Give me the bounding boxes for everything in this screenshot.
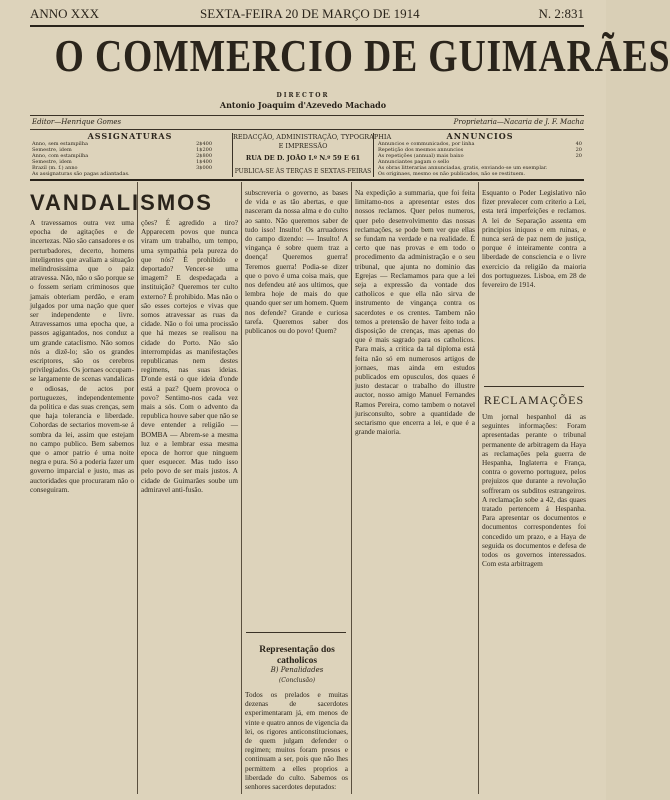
vandalismos-col-1 bbox=[30, 218, 134, 796]
ad-row: Repetição dos mesmos annuncios bbox=[378, 147, 464, 153]
issue-number: N. 2:831 bbox=[538, 6, 584, 21]
representacao-col-4 bbox=[355, 188, 475, 796]
office-box bbox=[232, 133, 392, 177]
vandalismos-col-2 bbox=[141, 218, 238, 796]
sub-row-price: 1$400 bbox=[196, 159, 212, 165]
sub-row-price: 1$200 bbox=[196, 147, 212, 153]
sub-row-label: Semestre, idem bbox=[32, 147, 72, 153]
header-top-line bbox=[30, 6, 584, 22]
sub-row-label: Anno, sem estampilha bbox=[32, 141, 88, 147]
sub-note: As assignaturas são pagas adiantadas. bbox=[32, 171, 130, 177]
representacao-cont: (Conclusão) bbox=[278, 677, 316, 684]
ad-price: 20 bbox=[575, 153, 582, 159]
reclamacoes-text bbox=[482, 412, 586, 796]
sub-row-price: 2$800 bbox=[196, 153, 212, 159]
subscriptions-title: ASSIGNATURAS bbox=[87, 131, 173, 141]
ad-row: Annunciantes pagam o sello bbox=[378, 159, 450, 165]
article-text: ções? É agredido a tiro? Apparecem povos que nunca viram um trabalho, um tempo, uma sympathia pela pureza do que nós? É prohibido e deportado? Vencer-se uma imagem? E despedaçada a instituição? Queremos ter culto externo? É prohibido. Mas não o são esses cortejos e vivas que somos atravessar as ruas da cidade. Não o foi uma procissão que há mezes se realisou na cidade do Porto. Não são interrompidas as manifestações republicanas nem destes regimens, nas suas ideias. D'onde está o que ideia d'onde está a paz? Quem provoca o povo? Sentimo-nos cada vez mais a sós. Com o advento da republica houve saber que não se deve entender a religião — BOMBA — Abrem-se a mesma luz e a lembrar essa mesma epoca de horror que ninguem quer esquecer. Mas tudo isso pelo povo de ser mais justos. A cidade de Guimarães soube um admiravel anti-fusão. bbox=[141, 218, 238, 494]
owner-name: Proprietaria—Nacaria de J. F. Macha bbox=[453, 118, 584, 126]
vandalismos-title: VANDALISMOS bbox=[30, 190, 213, 215]
article-text: A travessamos outra vez uma epocha de agitações e de incertezas. Não são cansadores e os perturbadores, decerto, homens inteligentes que avaliam a situação melindrosissima que o paiz atravessa. Não, não o são porque se o fossem seriam criminosos que jamais obteriam perdão, e eram julgados por uma nação que quer ser independente e livre. Atravessamos uma epocha que, a passos agigantados, nos conduz a um grande cataclismo. Não somos nós a dizê-lo; são os grandes escriptores, são os cerebros privilegiados. Os jornaes occupam-se largamente de scenas vandalicas e odiosas, de actos por portuguezes, independentemente da politica e das suas crenças, sem que haja tolerancia e liberdade. Cohordas de sectarios movem-se á sombra da lei, assim que estejam no campo publico. Bem sabemos que o amor patrio é uma noite negra e pura. Só a poderia fazer um governo imparcial e justo, mas as auctoridades que procuraram não o conseguiram. bbox=[30, 218, 134, 494]
sub-row-price: 2$400 bbox=[196, 141, 212, 147]
ad-price: 40 bbox=[575, 141, 582, 147]
sub-row-label: Brazil (m. f.) anno bbox=[32, 165, 78, 171]
article-text: subscreveria o governo, as bases de vida e as tão abertas, e que nasceram da nossa alma e do culto ao santo. Não queremos saber de tudo isso! Insulto! Os arruadores do campo dizendo: — Insulto! A vingança é sobre quem traz a doença! Queremos guerra! Teremos guerra! Podia-se dizer que o povo é uma coisa mais, que nos defendeu até aos ultimos, que lembra hoje de mais do que quando quer ser um homem. Quem nos defende? Grande e curiosa tarefa. Queremos saber dos publicanos ou do povo! Quem? bbox=[245, 188, 348, 336]
ad-row: As repetições (annual) mais baixo bbox=[378, 153, 464, 159]
ad-row: As obras litterarias annunciadas, gratis, enviando-se um exemplar. bbox=[378, 165, 548, 171]
office-schedule: PUBLICA-SE ÀS TERÇAS E SEXTAS-FEIRAS bbox=[234, 168, 372, 175]
office-line-1: REDACÇÃO, ADMINISTRAÇÃO, TYPOGRAPHIA bbox=[233, 133, 392, 141]
vandalismos-col-3 bbox=[245, 188, 348, 628]
ad-row: Os originaes, mesmo os não publicados, não se restituem. bbox=[378, 171, 526, 177]
article-text: Esquanto o Poder Legislativo não fizer prevalecer com criterio a Lei, esta terá imperfeições e reclamos. A lei de Separação assenta em principios iniquos e em ruinas, e nunca será de paz nem de justiça, porque é inteiramente contra a liberdade de consciencia e o livre exercicio da religião da maioria dos portuguezes. Lisboa, em 28 de fevereiro de 1914. bbox=[482, 188, 586, 290]
director-label: DIRECTOR bbox=[276, 92, 330, 99]
ad-price: 20 bbox=[575, 147, 582, 153]
ads-box bbox=[376, 131, 584, 175]
article-text: Um jornal hespanhol dá as seguintes informações: Foram apresentadas perante o tribunal permanente de arbitragem da Haya as reclamações pela guerra de Hespanha, Inglaterra e França, contra o governo portuguez, pelos prejuizos que durante a revolução soffreram os subditos estrangeiros. A reclamação sobe a 42, das quaes tratado pertencem á Hespanha. Para apresentar os documentos e documentos correspondentes foi concedido um prazo, e a Haya de seguida os documentos e defesa de todos os governos interessados. Com esta arbitragem bbox=[482, 412, 586, 569]
sub-row-label: Anno, com estampilha bbox=[32, 153, 89, 159]
representacao-title: Representação dos catholicos bbox=[259, 645, 335, 666]
col-5-top bbox=[482, 188, 586, 375]
article-text: Na expedição a summaria, que foi feita limitamo-nos a apresentar estes dos nossos reclamos. Quer pelos numeros, quer pelo desenvolvimento das nossas reclamações, se pode bem ver que ellas se fundam na verdade e na realidade. É certo que nas provas e em todo o procedimento da administração e o seu tribunal, que ajunta no dominio das Egrejas — Reclamamos para que a lei seja a expressão da vontade dos catholicos e que ella não sirva de instrumento de vingança contra os sacerdotes e os crentes. Tambem não temos a pretensão de haver feito toda a disposição de crenças, mas apenas do que é mais sagrado para os catholicos. Para mais, a critica da tal diploma está feita não só em numerosos artigos de jornaes, mas ainda em estudos publicados em opusculos, dos quaes é justo destacar o trabalho do illustre auctor, nosso amigo Manuel Fernandes Ramos Pereira, como tambem o notavel jurisconsulto, sobre a quantidade de sectarismo que encerra a lei, e que é a grande maioria. bbox=[355, 188, 475, 437]
year-label: ANNO XXX bbox=[30, 6, 99, 21]
director-name: Antonio Joaquim d'Azevedo Machado bbox=[219, 100, 387, 110]
article-text: Todos os prelados e muitas dezenas de sacerdotes experimentaram já, em menos de vinte e quatro annos de vigencia da lei, os rigores anticonstitucionaes, de quem julgam defender o regimen; muitos foram presos e continuam a ser, pois que não lhes permittem a elles proprios a liberdade do culto. Sabemos os senhores sacerdotes deputados: bbox=[245, 690, 348, 792]
office-address: RUA DE D. JOÃO I.º N.º 59 E 61 bbox=[245, 154, 361, 162]
ad-row: Annuncios e communicados, por linha bbox=[378, 141, 475, 147]
reclamacoes-title: RECLAMAÇÕES bbox=[483, 393, 585, 407]
sub-row-label: Semestre, idem bbox=[32, 159, 72, 165]
representacao-text bbox=[245, 690, 348, 796]
issue-date: SEXTA-FEIRA 20 DE MARÇO DE 1914 bbox=[200, 6, 420, 21]
subscriptions-box bbox=[30, 131, 230, 175]
editor-name: Editor—Henrique Gomes bbox=[32, 118, 122, 126]
ads-title: ANNUNCIOS bbox=[446, 131, 514, 141]
masthead-title: O COMMERCIO DE GUIMARÃES bbox=[54, 30, 670, 81]
office-line-2: E IMPRESSÃO bbox=[278, 142, 328, 150]
representacao-subtitle: B) Penalidades bbox=[270, 666, 324, 674]
sub-row-price: 3$000 bbox=[196, 165, 212, 171]
